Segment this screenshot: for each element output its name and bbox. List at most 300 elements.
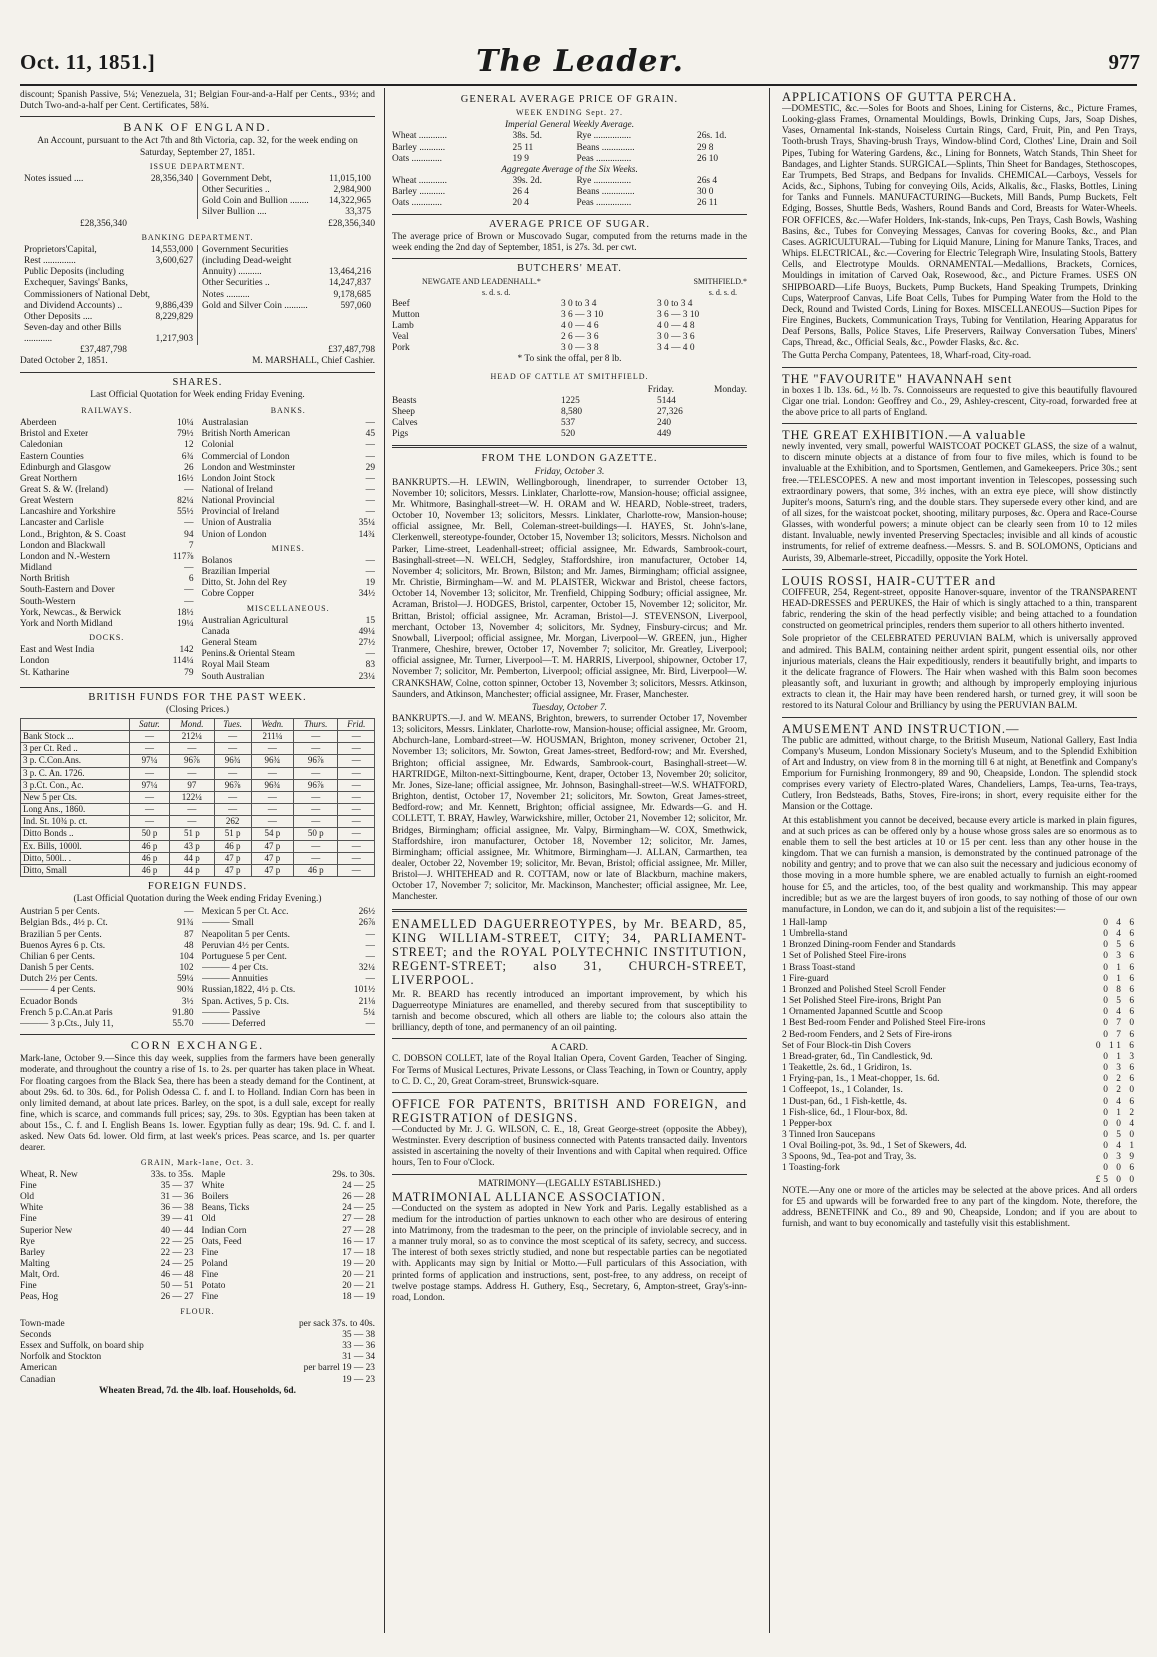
banking-left-item	[24, 256, 193, 267]
grain-price	[20, 1192, 194, 1203]
foreign-fund-label: Belgian Bds., 4½ p. Ct.	[20, 918, 108, 929]
banking-left-item-label: Seven-day and other Bills ............	[24, 322, 122, 345]
rossi-text: COIFFEUR, 254, Regent-street, opposite Hanover-square, inventor of the TRANSPARENT HEAD-DRESSES and PERUKES, the Hair of which is singly attached to a thin, transparent fabric, rendering the skin of the head perfectly visible; and being attached to a foundation constructed on geometrical principles, renders them superior to all others hitherto invented.	[782, 587, 1137, 632]
requisite-price: 0 4 6	[1103, 1096, 1137, 1107]
railway-share-label: Great S. & W. (Ireland)	[20, 485, 108, 495]
railway-share-value: 82¼	[177, 496, 194, 507]
foreign-fund	[202, 963, 376, 974]
grain-price-value: 39 — 41	[160, 1214, 194, 1225]
foreign-fund	[202, 974, 376, 985]
grain-name: Rye ................	[576, 176, 632, 187]
bank-share	[202, 474, 376, 485]
meat-row	[392, 332, 747, 343]
requisite-name: 1 Fish-slice, 6d., 1 Flour-box, 8d.	[782, 1107, 908, 1118]
bank-share	[202, 463, 376, 474]
mine-share	[202, 556, 376, 567]
foreign-fund	[20, 974, 194, 985]
railway-share-label: Aberdeen	[20, 418, 57, 429]
mine-share-label: Ditto, St. John del Rey	[201, 578, 287, 589]
funds-cell: —	[294, 743, 338, 755]
grain-price-label: Fine	[20, 1180, 37, 1191]
requisite-item	[782, 940, 1137, 951]
divider	[20, 372, 375, 373]
issue-right-item-value: 14,322,965	[328, 196, 371, 207]
banking-right-item	[202, 278, 371, 289]
cattle-row-b: 240	[657, 418, 672, 429]
foreign-fund-value: 90¾	[177, 985, 194, 996]
mine-share-label: Brazilian Imperial	[201, 567, 270, 578]
bank-share-value: —	[365, 451, 375, 462]
cattle-row-label: Beasts	[392, 395, 417, 406]
foreign-fund-label: Danish 5 per Cents.	[20, 963, 94, 974]
grain-prices	[20, 1170, 375, 1304]
foreign-fund-label: Ecuador Bonds	[20, 996, 78, 1007]
grain-price-label: Barley	[20, 1247, 45, 1258]
grain-price-label: Superior New	[20, 1225, 73, 1236]
cattle-col-monday: Monday.	[714, 384, 747, 395]
requisite-price: 0 1 2	[1103, 1107, 1137, 1118]
foreign-fund-label: Neapolitan 5 per Cents.	[201, 929, 291, 940]
railway-share-label: Lancashire and Yorkshire	[20, 507, 116, 518]
funds-cell: 3 per Ct. Red ..	[21, 743, 130, 755]
funds-cell: 3 p. C.Con.Ans.	[21, 755, 130, 767]
funds-row	[21, 804, 375, 816]
divider	[20, 116, 375, 117]
bank-share-value: —	[365, 418, 375, 429]
bank-signed: M. MARSHALL, Chief Cashier.	[252, 356, 375, 367]
grain-value: 25 11	[512, 142, 534, 153]
meat-row	[392, 310, 747, 321]
grain-title: GRAIN, Mark-lane, Oct. 3.	[140, 1157, 255, 1167]
meat-row-b: 3 0 to 3 4	[657, 298, 693, 309]
railway-share	[20, 585, 194, 596]
railway-share-value: —	[184, 518, 194, 529]
grain-price-value: 33s. to 35s.	[150, 1169, 194, 1180]
requisite-item	[782, 951, 1137, 962]
funds-cell: 96⅞	[294, 779, 338, 791]
railway-share-value: 6	[188, 574, 194, 585]
column-1	[20, 90, 375, 1635]
funds-header-row	[21, 718, 375, 730]
dock-share	[20, 645, 194, 656]
meat-row-a: 2 6 — 3 6	[561, 331, 599, 342]
meat-row-label: Veal	[392, 331, 409, 342]
flour-title: FLOUR.	[180, 1306, 215, 1316]
requisites-total	[782, 1175, 1137, 1186]
grain-right	[202, 1170, 376, 1304]
banking-right	[198, 245, 375, 345]
grain-price	[20, 1292, 194, 1303]
funds-cell: 44 p	[170, 852, 214, 864]
funds-cell: 47 p	[214, 852, 251, 864]
bank-share-label: London Joint Stock	[201, 473, 275, 484]
grain-price-label: Poland	[201, 1259, 228, 1269]
misc-list	[202, 616, 376, 683]
foreign-fund-value: 48	[184, 940, 194, 951]
corn-text: Mark-lane, October 9.—Since this day week, supplies from the farmers have been generally moderate, and throughout the country a rise of 1s. to 2s. per quarter has taken place in Wheat. For floating cargoes from the Black Sea, there has been a steady demand for the Continent, at about 29s. 6d. to 30s. 6d., for Polish Odessa C. f. and I. to Holland. Indian Corn has been in only limited demand, at about late prices. Barley, on the spot, is a dull sale, except for really fine, which is scarce, and commands full prices; say, 29s. to 30s. Egyptian has been taken at about 15s., C. f. and I. English Beans 1s. lower. Egyptian fully as dear; 19s. 9d. C. f. and I. asked. New Oats 6d. lower. Old firm, at last week's prices. Peas scarce, and 1s. per quarter dearer.	[20, 1054, 375, 1154]
foreign-fund-label: ——— Deferred	[201, 1018, 266, 1029]
funds-subtitle: (Closing Prices.)	[165, 704, 230, 715]
amusement-text-2: At this establishment you cannot be deceived, because every article is marked in plain figures, and at such prices as can be offered only by a house whose gross sales are so enormous as to enable them to sell the best articles at 10 or 15 per cent. less than any other house in the kingdom. That we can furnish a mansion, is demonstrated by the continued patronage of the nobility and gentry; and to prove that we can also suit the necessary and judicious economy of those moving in a more humble sphere, we are enabled actually to furnish an eight-roomed house for £5, and the articles, too, of the best quality and workmanship. This may appear incredible; but as we are the largest buyers of iron goods, to say nothing of those of our own manufacture, in London, we can do it, and subjoin a list of the requisites:—	[782, 815, 1137, 915]
meat-row-b: 3 0 — 3 6	[657, 331, 695, 342]
grain-price-label: Wheat, R. New	[20, 1169, 78, 1180]
divider	[392, 258, 747, 259]
grain-price	[202, 1203, 376, 1214]
rossi-text-2: Sole proprietor of the CELEBRATED PERUVIAN BALM, which is universally approved and admired. This BALM, containing neither ardent spirit, pungent essential oils, nor other injurious materials, cleans the Hair expeditiously, renders it beautifully bright, and imparts to it the delicate fragrance of Flowers. The Hair when washed with this Balm soon becomes pleasantly soft, and luxuriant in growth; and although by improperly employing injurious extracts to clean it, the Hair may have been rendered harsh, or turned grey, it will soon be restored to its Natural Colour and Brilliancy by using the PERUVIAN BALM.	[782, 634, 1137, 712]
foreign-fund-label: ——— Small	[201, 918, 254, 929]
bank-share-label: London and Westminster	[201, 462, 296, 473]
foreign-fund-value: 5¼	[363, 1007, 375, 1018]
foreign-fund-value: 104	[179, 951, 194, 962]
matrimony-head: MATRIMONY—(LEGALLY ESTABLISHED.)	[478, 1178, 661, 1189]
funds-cell: 97	[170, 779, 214, 791]
flour-price-label: Canadian	[20, 1374, 56, 1385]
meat-row-a: 3 0 to 3 4	[561, 298, 597, 309]
cattle-row-label: Sheep	[392, 406, 415, 417]
requisite-price: 0 3 6	[1103, 1063, 1137, 1074]
dock-share-label: East and West India	[20, 645, 95, 656]
funds-cell: 51 p	[214, 828, 251, 840]
banking-left-item-value: 1,217,903	[155, 334, 193, 345]
funds-cell: 46 p	[294, 864, 338, 876]
railway-share-label: North British	[20, 574, 70, 585]
mine-share-label: Cobre Copper	[201, 589, 255, 600]
railway-share-value: —	[184, 485, 194, 495]
issue-right-item-value: 2,984,900	[333, 185, 371, 196]
foreign-fund	[20, 985, 194, 996]
bread-price: Wheaten Bread, 7d. the 4lb. loaf. Households, 6d.	[99, 1385, 296, 1396]
banking-right-item-label: Gold and Silver Coin ..........	[202, 300, 308, 311]
mine-share-value: 19	[365, 578, 375, 589]
foreign-fund	[202, 941, 376, 952]
column-2	[392, 90, 747, 1635]
requisite-name: 1 Bread-grater, 6d., Tin Candlestick, 9d.	[782, 1051, 933, 1062]
requisite-item	[782, 996, 1137, 1007]
grain-name: Peas ...............	[576, 153, 632, 164]
banking-left-item-value: 3,600,627	[155, 256, 193, 267]
divider	[392, 1174, 747, 1175]
funds-row	[21, 816, 375, 828]
funds-header-cell: Thurs.	[294, 718, 338, 730]
grain-price-label: Malt, Ord.	[20, 1270, 60, 1281]
requisites-list	[782, 918, 1137, 1175]
foreign-fund-label: Russian,1822, 4½ p. Cts.	[201, 985, 296, 996]
foreign-fund-value: 101½	[353, 985, 375, 996]
misc-share-label: Royal Mail Steam	[201, 660, 270, 671]
funds-cell: —	[214, 731, 251, 743]
grain-name: Wheat ............	[392, 131, 447, 142]
grain-price	[20, 1170, 194, 1181]
railways-list	[20, 418, 194, 630]
foreign-fund	[202, 997, 376, 1008]
misc-share	[202, 660, 376, 671]
foreign-fund-label: ——— 4 per Cents.	[20, 985, 96, 996]
banking-left-item	[24, 312, 193, 323]
misc-share-label: Penins.& Oriental Steam	[201, 649, 295, 660]
railway-share-value: 6¾	[181, 451, 194, 462]
grain-price-value: 26 — 27	[160, 1292, 194, 1303]
railway-share	[20, 418, 194, 429]
issue-right-item-label: Gold Coin and Bullion ........	[202, 196, 309, 207]
grain-price-value: 35 — 37	[160, 1180, 194, 1191]
cattle-cols	[392, 385, 747, 396]
dock-share	[20, 668, 194, 679]
foreign-fund-label: ——— Passive	[201, 1007, 261, 1018]
funds-cell: —	[170, 816, 214, 828]
foreign-fund	[20, 963, 194, 974]
issue-right-item	[202, 196, 371, 207]
foreign-fund-label: Buenos Ayres 6 p. Cts.	[20, 940, 106, 951]
railway-share-value: 10¼	[177, 418, 194, 429]
funds-cell: —	[214, 743, 251, 755]
meat-units-a: s. d. s. d.	[482, 288, 511, 298]
divider	[20, 1034, 375, 1035]
grain-price	[20, 1181, 194, 1192]
funds-cell: —	[129, 791, 169, 803]
flour-price	[20, 1341, 375, 1352]
funds-cell: Ditto Bonds ..	[21, 828, 130, 840]
requisite-item	[782, 963, 1137, 974]
requisite-item	[782, 1063, 1137, 1074]
funds-cell: 211¼	[251, 731, 293, 743]
funds-cell: Bank Stock ...	[21, 731, 130, 743]
requisite-item	[782, 1085, 1137, 1096]
cattle-row-a: 520	[561, 429, 576, 440]
grain-price	[202, 1270, 376, 1281]
flour-price	[20, 1330, 375, 1341]
requisite-price: 0 4 6	[1103, 929, 1137, 940]
meat-row-label: Lamb	[392, 320, 414, 331]
dock-share-value: 114¼	[172, 656, 194, 667]
funds-cell: —	[214, 804, 251, 816]
requisite-item	[782, 985, 1137, 996]
railway-share-value: 79½	[177, 429, 194, 440]
cattle-row-a: 8,580	[561, 406, 583, 417]
havannah-text: in boxes 1 lb. 13s. 6d., ½ lb. 7s. Connoisseurs are requested to give this beautifully flavoured Cigar one trial. London: Geoffrey and Co., 29, Ashley-crescent, City-road, forwarded free at the above price to all parts of England.	[782, 385, 1137, 418]
meat-row-a: 4 0 — 4 6	[561, 320, 599, 331]
cattle-row-label: Calves	[392, 418, 418, 429]
banking-right-item-value: 14,247,837	[328, 278, 371, 289]
foreign-left	[20, 907, 194, 1030]
funds-body	[21, 731, 375, 877]
funds-cell: 44 p	[170, 864, 214, 876]
grain-price-value: 18 — 19	[342, 1292, 375, 1303]
funds-row	[21, 864, 375, 876]
gazette-tuesday: Tuesday, October 7.	[532, 702, 607, 713]
requisite-price: 0 5 0	[1103, 1129, 1137, 1140]
railway-share-label: York, Newcas., & Berwick	[20, 607, 122, 618]
grain-value: 38s. 5d.	[512, 131, 542, 142]
grain-name: Beans ..............	[576, 187, 635, 198]
requisite-price: 0 2 0	[1103, 1085, 1137, 1096]
requisite-price: 0 4 6	[1103, 918, 1137, 928]
bank-share-value: 45	[365, 429, 375, 440]
flour-price-label: American	[20, 1363, 57, 1374]
banking-left-item-label: Proprietors'Capital,	[24, 244, 97, 255]
grain-price	[20, 1226, 194, 1237]
grain-average-row	[392, 143, 747, 154]
market-intro: discount; Spanish Passive, 5¼; Venezuela, 31; Belgian Four-and-a-Half per Cents., 93½; and Dutch Two-and-a-half per Cent. Certificates, 58¾.	[20, 90, 375, 112]
requisite-item	[782, 974, 1137, 985]
meat-row	[392, 321, 747, 332]
requisite-item	[782, 1052, 1137, 1063]
grain-price-value: 26 — 28	[342, 1192, 375, 1203]
grain-price-label: White	[20, 1203, 43, 1214]
shares-right	[202, 403, 376, 683]
foreign-fund-value: 102	[179, 963, 194, 974]
requisite-name: 1 Oval Boiling-pot, 3s. 9d., 1 Set of Skewers, 4d.	[782, 1141, 967, 1152]
funds-cell: 97¼	[129, 779, 169, 791]
divider	[392, 214, 747, 215]
requisite-item	[782, 1007, 1137, 1018]
bank-share	[202, 485, 376, 496]
grain-price	[202, 1237, 376, 1248]
misc-share-label: South Australian	[201, 671, 265, 682]
grain-price-value: 20 — 21	[342, 1281, 375, 1292]
foreign-fund-value: 32¼	[358, 963, 375, 974]
requisite-item	[782, 929, 1137, 940]
requisites-total-value: £5 0 0	[1095, 1174, 1137, 1185]
foreign-fund-label: ——— 3 p.Cts., July 11,	[20, 1018, 114, 1029]
requisite-price: 0 7 6	[1103, 1029, 1137, 1040]
banking-left-item-label: Other Deposits ....	[24, 311, 93, 322]
foreign-fund	[20, 952, 194, 963]
funds-cell: 50 p	[294, 828, 338, 840]
grain-value: 26s. 1d.	[697, 131, 727, 142]
grain-price-label: Indian Corn	[201, 1225, 247, 1236]
foreign-fund	[202, 985, 376, 996]
foreign-fund	[20, 930, 194, 941]
issue-right-item-value: 11,015,100	[329, 173, 371, 184]
foreign-fund	[20, 1019, 194, 1030]
railway-share	[20, 507, 194, 518]
grain-price-value: 17 — 18	[342, 1247, 375, 1258]
grain-price-value: 40 — 44	[160, 1225, 194, 1236]
grain-average-title: GENERAL AVERAGE PRICE OF GRAIN.	[460, 94, 679, 105]
foreign-fund-value: 91.80	[172, 1007, 194, 1018]
foreign-fund-value: 55.70	[172, 1018, 194, 1029]
grain-average-row	[392, 198, 747, 209]
mines-list	[202, 556, 376, 601]
banking-heading: BANKING DEPARTMENT.	[141, 232, 254, 242]
foreign-fund-value: —	[365, 1018, 375, 1029]
railway-share	[20, 530, 194, 541]
misc-share-label: General Steam	[201, 638, 257, 649]
dock-share	[20, 656, 194, 667]
grain-price	[202, 1248, 376, 1259]
meat-units	[392, 287, 747, 298]
foreign-fund	[202, 907, 376, 918]
grain-price	[20, 1237, 194, 1248]
dock-share-label: St. Katharine	[20, 667, 70, 678]
divider	[392, 1092, 747, 1093]
foreign-fund-label: Peruvian 4½ per Cents.	[201, 940, 290, 951]
bank-share-label: Colonial	[201, 440, 234, 451]
funds-cell: 3 p. C. An. 1726.	[21, 767, 130, 779]
issue-right-item-label: Silver Bullion ....	[202, 207, 267, 218]
banking-left	[20, 245, 198, 345]
grain-name: Oats .............	[392, 198, 442, 209]
banking-right-item	[202, 301, 371, 312]
divider	[392, 1038, 747, 1039]
bank-share-value: 29	[365, 462, 375, 473]
bank-share-value: —	[365, 473, 375, 484]
grain-value: 26 11	[697, 198, 718, 209]
grain-price	[202, 1281, 376, 1292]
bank-share-value: —	[365, 485, 375, 495]
corn-title: CORN EXCHANGE.	[130, 1038, 265, 1053]
grain-price-value: 50 — 51	[160, 1281, 194, 1292]
railway-share-value: 7	[188, 540, 194, 551]
railway-share-label: South-Western	[20, 596, 76, 607]
funds-cell: —	[338, 743, 375, 755]
funds-table	[20, 718, 375, 877]
requisite-price: 0 8 6	[1103, 984, 1137, 995]
bank-share	[202, 452, 376, 463]
flour-price-value: per barrel 19 — 23	[303, 1363, 375, 1374]
foreign-fund-value: 26½	[358, 907, 375, 918]
cattle-title: HEAD OF CATTLE AT SMITHFIELD.	[490, 372, 649, 382]
meat-list	[392, 299, 747, 355]
grain-price-label: Fine	[201, 1247, 219, 1258]
railway-share	[20, 574, 194, 585]
cattle-list	[392, 396, 747, 441]
gazette-friday-text: BANKRUPTS.—H. LEWIN, Wellingborough, linendraper, to surrender October 13, November 10; solicitors, Messrs. Linklater, Charlotte-row, Mansion-house; official assignee, Mr. Whitmore, Basinghall-street—W. H. ORAM and W. HEARD, Noble-street, traders, October 10, November 13; solicitors, Messrs. Linklater, Charlotte-row, Mansion-house; official assignee, Mr. Bell, Coleman-street-buildings—I. HAYES, St. John's-lane, Clerkenwell, stereotype-founder, October 15, November 13; solicitors, Messrs. Nicholson and Parker, Lime-street, Leadenhall-street; official assignee, Mr. Edwards, Sambrook-court, Basinghall-street—N. WELCH, Sedgley, Staffordshire, iron manufacturer, October 14, November 4; solicitors, Mr. Brown, Bilston; and Mr. James, Birmingham; official assignee, Mr. Christie, Birmingham—W. and M. PLAISTER, Wickwar and Bristol, cheese factors, October 14, November 13; solicitor, Mr. Trenfield, Chipping Sodbury; official assignee, Mr. Acraman, Bristol—J. HODGES, Bristol, carpenter, October 15, November 12; solicitor, Mr. Brittan, Bristol; official assignee, Mr. Acraman, Bristol—J. STEVENSON, Liverpool, merchant, October 13, November 4; solicitors, Mr. Sydney, Finsbury-circus; and Mr. Snowball, Liverpool; official assignee, Mr. Morgan, Liverpool—W. GREEN, jun., Higher Tranmere, Cheshire, brewer, October 17, November 7; solicitor, Mr. Greatley, Liverpool; official assignee, Mr. Turner, Liverpool—T. M. HARRIS, Liverpool, shipowner, October 17, November 7; solicitor, Mr. Pemberton, Liverpool; official assignee, Mr. Bird, Liverpool—W. CRANKSHAW, Colne, cotton spinner, October 13, November 3; solicitors, Messrs. Atkinson, Saunders, and Atkinson, Manchester; official assignee, Mr. Fraser, Manchester.	[392, 477, 747, 700]
railway-share	[20, 463, 194, 474]
funds-cell: —	[294, 731, 338, 743]
havannah-title: THE "FAVOURITE" HAVANNAH sent	[782, 371, 1013, 386]
grain-price	[202, 1226, 376, 1237]
cattle-row-a: 1225	[561, 395, 580, 406]
bank-share-value: —	[365, 496, 375, 507]
funds-cell: —	[170, 804, 214, 816]
mine-share-value: —	[365, 555, 375, 566]
grain-value: 26s 4	[697, 176, 718, 187]
railway-share-value: 19¼	[177, 618, 194, 629]
railway-share	[20, 485, 194, 496]
cattle-row-b: 27,326	[657, 406, 683, 417]
funds-row	[21, 731, 375, 743]
bank-share	[202, 440, 376, 451]
requisite-price: 0 11 6	[1095, 1040, 1137, 1051]
grain-price-value: 22 — 25	[160, 1236, 194, 1247]
requisite-item	[782, 1030, 1137, 1041]
grain-price-label: Peas, Hog	[20, 1292, 59, 1303]
meat-row-label: Mutton	[392, 309, 420, 320]
meat-h1: NEWGATE AND LEADENHALL.*	[422, 277, 541, 287]
divider	[782, 717, 1137, 718]
railway-share	[20, 518, 194, 529]
dock-share-value: 142	[179, 645, 194, 656]
grain-value: 39s. 2d.	[512, 176, 542, 187]
funds-cell: —	[251, 767, 293, 779]
grain-aggregate	[392, 176, 747, 209]
railway-share	[20, 608, 194, 619]
requisite-name: 1 Toasting-fork	[782, 1163, 840, 1174]
funds-cell: Ditto, Small	[21, 864, 130, 876]
requisite-name: 1 Dust-pan, 6d., 1 Fish-kettle, 4s.	[782, 1096, 907, 1107]
patents-title: OFFICE FOR PATENTS, BRITISH AND FOREIGN, and REGISTRATION of DESIGNS.	[392, 1096, 747, 1125]
grain-week: WEEK ENDING Sept. 27.	[516, 108, 623, 118]
grain-price	[202, 1259, 376, 1270]
grain-name: Rye ................	[576, 131, 632, 142]
grain-name: Barley ...........	[392, 142, 446, 153]
meat-row-b: 4 0 — 4 8	[657, 320, 695, 331]
flour-price-value: 35 — 38	[342, 1329, 375, 1340]
banking-left-item	[24, 323, 193, 345]
funds-cell: —	[338, 804, 375, 816]
page-number: 977	[1108, 50, 1140, 74]
